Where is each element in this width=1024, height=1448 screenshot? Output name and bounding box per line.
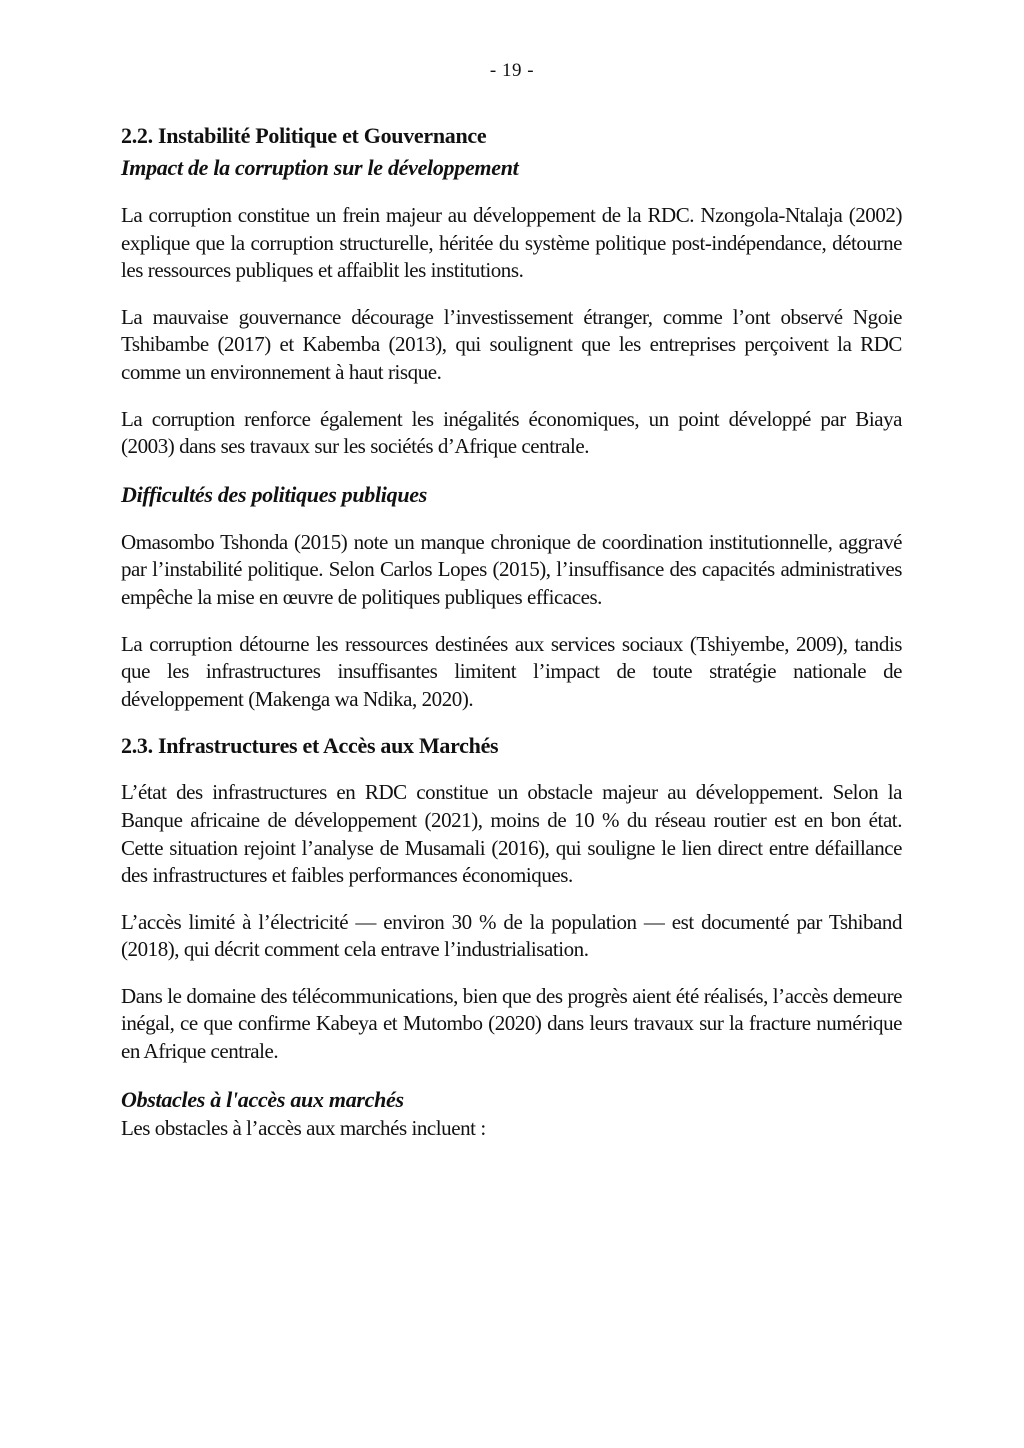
subheading-market-access-obstacles: Obstacles à l'accès aux marchés — [121, 1086, 404, 1112]
subheading-public-policy-difficulties: Difficultés des politiques publiques — [121, 481, 427, 507]
paragraph: La corruption constitue un frein majeur au développement de la RDC. Nzongola-Ntalaja (2002) explique que la corruption structurelle, héritée du système politique post-indépendance, détourne les ressources publiques et affaiblit les institutions. — [121, 203, 902, 283]
document-body — [121, 122, 902, 1142]
paragraph: Dans le domaine des télécommunications, bien que des progrès aient été réalisés, l’accès demeure inégal, ce que confirme Kabeya et Mutombo (2020) dans leurs travaux sur la fracture numérique en Afrique centrale. — [121, 983, 902, 1064]
paragraph: La mauvaise gouvernance décourage l’investissement étranger, comme l’ont observé Ngoie Tshibambe (2017) et Kabemba (2013), qui soulignent que les entreprises perçoivent la RDC comme un environnement à haut risque. — [121, 304, 902, 384]
paragraph: Omasombo Tshonda (2015) note un manque chronique de coordination institutionnelle, aggravé par l’instabilité politique. Selon Carlos Lopes (2015), l’insuffisance des capacités administratives empêche la mise en œuvre de politiques publiques efficaces. — [121, 529, 902, 609]
subheading-corruption-impact: Impact de la corruption sur le développement — [121, 155, 519, 180]
paragraph-intro: Les obstacles à l’accès aux marchés incluent : — [121, 1115, 486, 1140]
paragraph: L’accès limité à l’électricité — environ 30 % de la population — est documenté par Tshiband (2018), qui décrit comment cela entrave l’industrialisation. — [121, 909, 902, 962]
paragraph: La corruption détourne les ressources destinées aux services sociaux (Tshiyembe, 2009), tandis que les infrastructures insuffisantes limitent l’impact de toute stratégie nationale de développement (Makenga wa Ndika, 2020). — [121, 631, 902, 711]
page-number: - 19 - — [489, 60, 535, 81]
section-heading-2-3: 2.3. Infrastructures et Accès aux Marchés — [121, 733, 499, 759]
paragraph: L’état des infrastructures en RDC constitue un obstacle majeur au développement. Selon la Banque africaine de développement (2021), moins de 10 % du réseau routier est en bon état. Cette situation rejoint l’analyse de Musamali (2016), qui souligne le lien direct entre défaillance des infrastructures et faibles performances économiques. — [121, 780, 902, 888]
section-heading-2-2: 2.2. Instabilité Politique et Gouvernance — [121, 123, 487, 148]
paragraph: La corruption renforce également les inégalités économiques, un point développé par Biaya (2003) dans ses travaux sur les sociétés d’Afrique centrale. — [121, 406, 902, 459]
